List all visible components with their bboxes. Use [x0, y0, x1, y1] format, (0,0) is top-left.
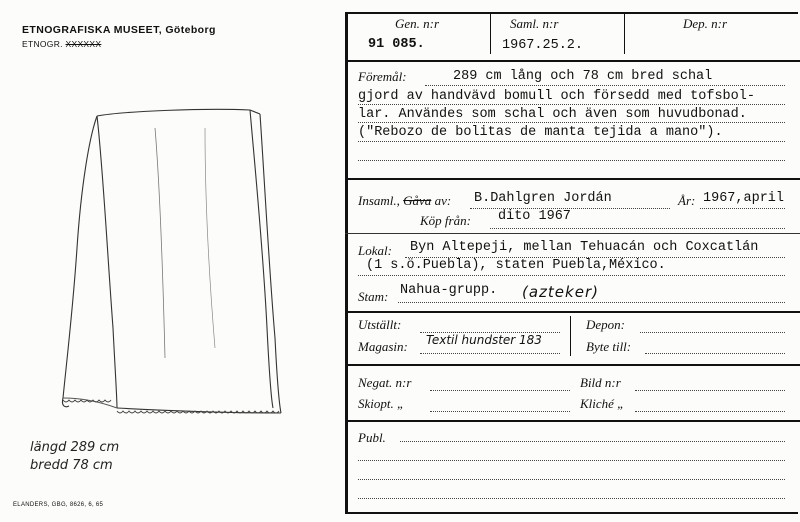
- dotted-rule: [358, 275, 785, 276]
- foremal-line-4: ("Rebozo de bolitas de manta tejida a mano").: [358, 125, 723, 140]
- skiopt-label: Skiopt. „: [358, 396, 405, 411]
- header-rule: [345, 60, 800, 62]
- etnogr-prefix: ETNOGR.: [22, 39, 63, 49]
- printer-imprint: ELANDERS, GBG, 8626, 6, 65: [13, 502, 104, 508]
- section-rule: [345, 178, 800, 180]
- foremal-line-3: lar. Användes som schal och även som huvudbonad.: [358, 107, 747, 122]
- negat-label: Negat. n:r: [358, 375, 412, 390]
- dotted-rule: [400, 441, 785, 442]
- utstallt-label: Utställt:: [358, 317, 402, 332]
- lokal-line-2: (1 s.ö.Puebla), staten Puebla,México.: [366, 258, 666, 273]
- magasin-value: Textil hundster 183: [426, 333, 542, 347]
- etnogr-line: [22, 39, 101, 49]
- foremal-line-1: 289 cm lång och 78 cm bred schal: [453, 69, 713, 84]
- gen-nr-value: 91 085.: [368, 37, 425, 52]
- dotted-rule: [700, 208, 785, 209]
- ar-value: 1967,april: [703, 191, 785, 206]
- foremal-label: Föremål:: [358, 69, 407, 84]
- insaml-suffix: av:: [434, 193, 452, 208]
- header-divider-2: [624, 14, 625, 54]
- depon-label: Depon:: [586, 317, 625, 332]
- museum-name: ETNOGRAFISKA MUSEET, Göteborg: [22, 24, 216, 36]
- foremal-line-2: gjord av handvävd bomull och försedd med tofsbol-: [358, 89, 755, 104]
- dotted-rule: [420, 353, 560, 354]
- shawl-sketch: [55, 108, 295, 428]
- dotted-rule: [635, 411, 785, 412]
- dotted-rule: [358, 479, 785, 480]
- handwritten-width: bredd 78 cm: [30, 458, 113, 473]
- dotted-rule: [358, 460, 785, 461]
- dotted-rule: [358, 104, 785, 105]
- dotted-rule: [645, 353, 785, 354]
- saml-nr-value: 1967.25.2.: [502, 38, 584, 53]
- dotted-rule: [430, 390, 570, 391]
- ar-label: År:: [678, 193, 696, 208]
- dotted-rule: [640, 332, 785, 333]
- section-rule: [345, 311, 800, 313]
- stam-handwritten: (azteker): [522, 283, 599, 301]
- section-rule: [345, 420, 800, 422]
- gen-nr-label: Gen. n:r: [395, 16, 440, 31]
- dotted-rule: [635, 390, 785, 391]
- dotted-rule: [405, 257, 785, 258]
- header-divider-1: [490, 14, 491, 54]
- dotted-rule: [470, 208, 670, 209]
- section-rule: [345, 364, 800, 366]
- stam-value: Nahua-grupp.: [400, 283, 498, 298]
- insaml-prefix: Insaml.,: [358, 193, 400, 208]
- dotted-rule: [358, 141, 785, 142]
- magasin-label: Magasin:: [358, 339, 408, 354]
- insaml-value: B.Dahlgren Jordán: [474, 191, 612, 206]
- dotted-rule: [425, 85, 785, 86]
- byte-label: Byte till:: [586, 339, 632, 354]
- saml-nr-label: Saml. n:r: [510, 16, 559, 31]
- dotted-rule: [358, 160, 785, 161]
- stam-label: Stam:: [358, 289, 389, 304]
- publ-label: Publ.: [358, 430, 386, 445]
- dotted-rule: [420, 332, 560, 333]
- kop-label: Köp från:: [420, 213, 471, 228]
- insaml-struck: Gåva: [403, 193, 432, 208]
- section-rule: [345, 233, 800, 234]
- lokal-label: Lokal:: [358, 243, 392, 258]
- bild-label: Bild n:r: [580, 375, 621, 390]
- dotted-rule: [358, 122, 785, 123]
- storage-divider: [570, 316, 571, 356]
- dep-nr-label: Dep. n:r: [683, 16, 728, 31]
- insaml-label: [358, 193, 451, 209]
- etnogr-struck: XXXXXX: [65, 39, 102, 49]
- dotted-rule: [358, 498, 785, 499]
- dotted-rule: [430, 411, 570, 412]
- dotted-rule: [490, 228, 785, 229]
- lokal-line-1: Byn Altepeji, mellan Tehuacán och Coxcatlán: [410, 240, 759, 255]
- handwritten-length: längd 289 cm: [30, 440, 120, 455]
- kliche-label: Kliché „: [580, 396, 625, 411]
- dotted-rule: [398, 302, 785, 303]
- kop-value: dito 1967: [498, 209, 571, 224]
